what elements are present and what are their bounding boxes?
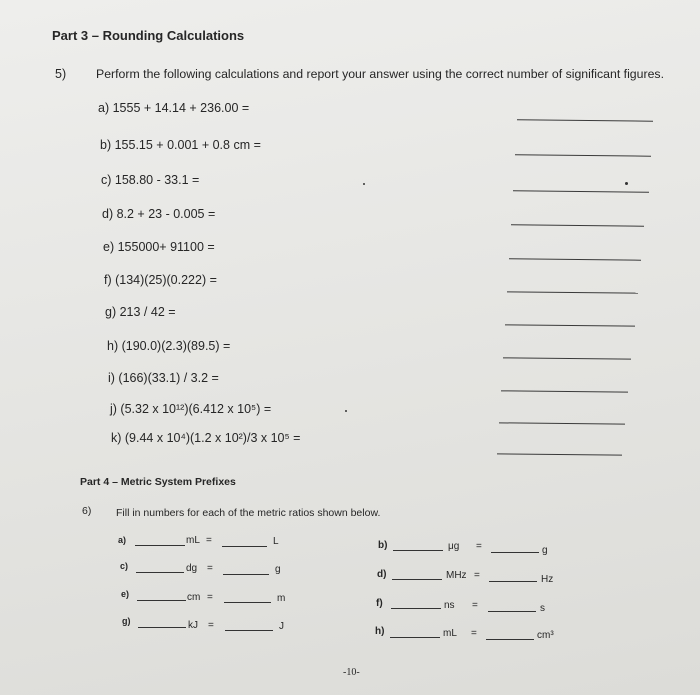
answer-line-i[interactable] [501,390,628,392]
metric-equals: = [476,541,482,552]
metric-blank[interactable] [137,600,186,601]
question-g: g) 213 / 42 = [105,305,176,319]
answer-line-d[interactable] [511,224,644,226]
metric-unit: g [542,545,548,556]
question-f: f) (134)(25)(0.222) = [104,273,217,287]
metric-letter: h) [375,626,385,637]
metric-letter: a) [118,535,127,545]
metric-unit: s [540,603,545,614]
question-d: d) 8.2 + 23 - 0.005 = [102,207,216,221]
question-k: k) (9.44 x 10⁴)(1.2 x 10²)/3 x 10⁵ = [111,431,301,445]
metric-blank[interactable] [225,630,273,631]
metric-blank[interactable] [391,608,441,609]
metric-unit: mL [186,535,200,546]
answer-line-c[interactable] [513,190,649,192]
metric-unit: dg [186,563,198,574]
metric-unit: L [273,536,279,547]
question-c: c) 158.80 - 33.1 = [101,173,200,187]
question-a: a) 1555 + 14.14 + 236.00 = [98,101,250,115]
metric-equals: = [471,628,477,639]
answer-line-h[interactable] [503,357,631,359]
part4-instruction: Fill in numbers for each of the metric ratios shown below. [116,507,381,519]
metric-blank[interactable] [390,637,440,638]
metric-unit: m [277,593,286,604]
metric-unit: cm³ [537,630,554,641]
metric-blank[interactable] [392,579,442,580]
metric-unit: Hz [541,574,554,585]
metric-letter: b) [378,540,388,551]
page-number: -10- [343,667,360,678]
question-i: i) (166)(33.1) / 3.2 = [108,371,219,385]
question-j: j) (5.32 x 10¹²)(6.412 x 10⁵) = [110,402,272,416]
answer-line-j[interactable] [499,422,625,424]
metric-letter: f) [376,598,383,609]
metric-unit: ns [444,600,455,611]
metric-equals: = [472,600,478,611]
metric-unit: J [279,621,284,632]
answer-line-g[interactable] [505,324,635,326]
part3-instruction: Perform the following calculations and report your answer using the correct number of significant figures. [96,67,664,81]
question-number-5: 5) [55,67,67,81]
metric-blank[interactable] [224,602,271,603]
metric-equals: = [474,570,480,581]
metric-equals: = [207,592,213,603]
part3-title: Part 3 – Rounding Calculations [52,28,245,43]
metric-blank[interactable] [135,545,185,546]
metric-unit: cm [187,592,201,603]
stray-dot [345,410,347,412]
question-h: h) (190.0)(2.3)(89.5) = [107,339,231,353]
metric-blank[interactable] [491,552,539,553]
question-b: b) 155.15 + 0.001 + 0.8 cm = [100,138,261,152]
metric-blank[interactable] [488,611,536,612]
metric-blank[interactable] [138,627,186,628]
stray-dot [363,183,365,185]
metric-letter: d) [377,569,387,580]
question-number-6: 6) [82,505,92,517]
metric-blank[interactable] [486,639,534,640]
metric-letter: g) [122,616,131,626]
stray-dot [625,182,628,185]
part4-title: Part 4 – Metric System Prefixes [80,476,236,488]
metric-blank[interactable] [489,581,537,582]
metric-unit: mL [443,628,457,639]
metric-blank[interactable] [393,550,443,551]
answer-line-e[interactable] [509,258,641,260]
metric-unit: MHz [446,570,467,581]
metric-equals: = [207,563,213,574]
metric-unit: μg [448,541,460,552]
metric-letter: c) [120,561,129,571]
metric-blank[interactable] [136,572,184,573]
metric-equals: = [206,535,212,546]
metric-equals: = [208,620,214,631]
metric-blank[interactable] [222,546,267,547]
answer-line-b[interactable] [515,154,651,156]
metric-blank[interactable] [223,574,269,575]
metric-unit: kJ [188,620,198,631]
metric-letter: e) [121,589,130,599]
question-e: e) 155000+ 91100 = [103,240,215,254]
answer-line-a[interactable] [517,119,653,121]
metric-unit: g [275,564,281,575]
answer-line-f[interactable] [507,291,638,293]
answer-line-k[interactable] [497,453,622,455]
